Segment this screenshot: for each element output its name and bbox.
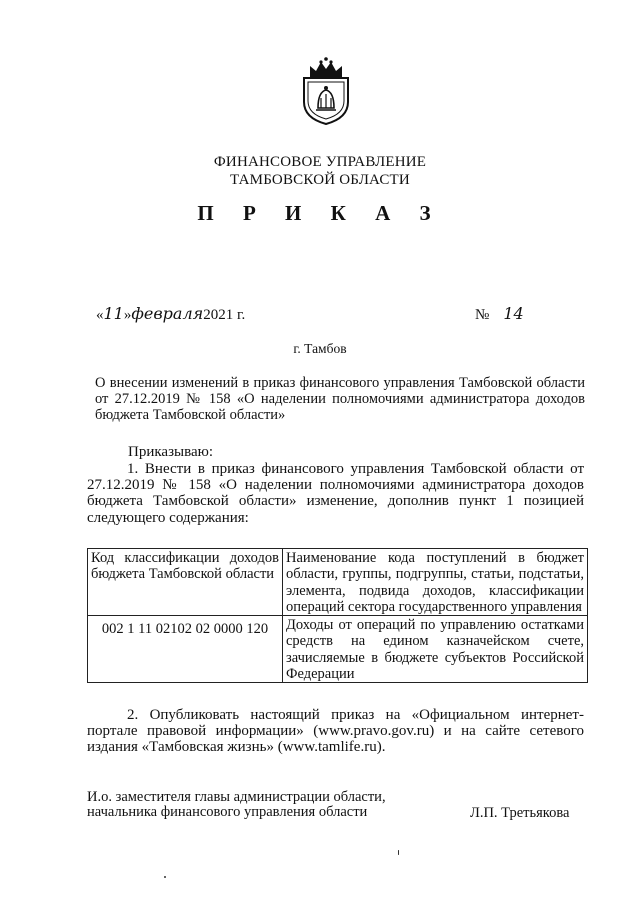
order-word: Приказываю:	[128, 444, 213, 460]
org-name-line-2: ТАМБОВСКОЙ ОБЛАСТИ	[230, 172, 410, 188]
document-title: П Р И К А З	[197, 201, 443, 225]
document-date	[96, 304, 245, 324]
city-name: г. Тамбов	[293, 341, 347, 356]
document-number	[475, 304, 524, 324]
table-header-name: Наименование кода поступлений в бюджет области, группы, подгруппы, статьи, подстатьи, элемента, подвида доходов, классификации операций сектора государственного управления	[283, 549, 588, 616]
coat-of-arms-emblem	[296, 56, 356, 126]
order-item-1: 1. Внести в приказ финансового управления Тамбовской области от 27.12.2019 № 158 «О наделении полномочиями администратора доходов бюджета Тамбовской области» изменение, дополнив пункт 1 позицией следующего содержания:	[87, 461, 584, 526]
org-name-line-1: ФИНАНСОВОЕ УПРАВЛЕНИЕ	[213, 154, 427, 170]
number-value: 14	[503, 304, 524, 323]
date-day: 11	[103, 304, 124, 323]
signatory-position-line-1: И.о. заместителя главы администрации области,	[87, 789, 386, 805]
signatory-position-line-2: начальника финансового управления области	[87, 804, 368, 820]
table-cell-name: Доходы от операций по управлению остатками средств на едином казначейском счете, зачисляемые в бюджете субъектов Российской Федерации	[283, 616, 588, 683]
table-cell-code: 002 1 11 02102 02 0000 120	[88, 616, 283, 683]
date-year: 2021 г.	[203, 307, 246, 323]
signatory-name: Л.П. Третьякова	[470, 805, 570, 821]
document-subject: О внесении изменений в приказ финансового управления Тамбовской области от 27.12.2019 № 158 «О наделении полномочиями администратора доходов бюджета Тамбовской области»	[95, 375, 585, 423]
date-open-quote: «	[96, 307, 104, 323]
table-row	[88, 616, 588, 683]
signatory-position	[87, 790, 386, 820]
table-header-code: Код классификации доходов бюджета Тамбовской области	[88, 549, 283, 616]
table-header-row	[88, 549, 588, 616]
order-item-2: 2. Опубликовать настоящий приказ на «Официальном интернет-портале правовой информации» (www.pravo.gov.ru) и на сайте сетевого издания «Тамбовская жизнь» (www.tamlife.ru).	[87, 707, 584, 756]
classification-table	[87, 548, 588, 683]
date-month: февраля	[131, 304, 204, 323]
scan-speck	[398, 850, 399, 855]
date-close-quote: »	[123, 307, 132, 323]
number-label: №	[475, 307, 490, 323]
scan-speck	[164, 876, 166, 878]
